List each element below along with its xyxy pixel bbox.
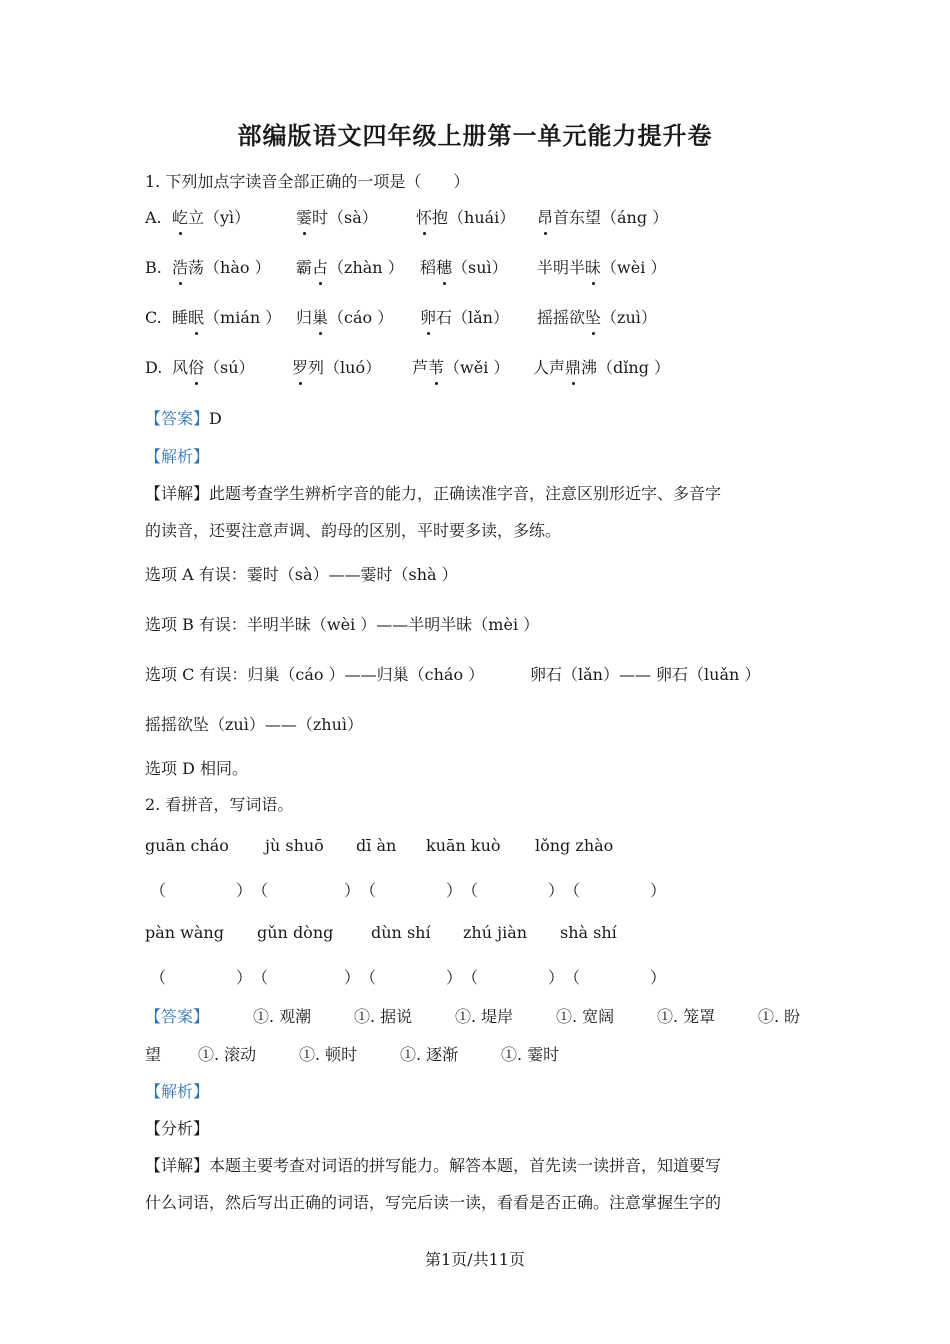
q1-option-b-label: B. [145,258,162,277]
pinyin-item: dùn shí [371,923,431,942]
q1-option-b-item-3: 稻穗（suì） [420,258,508,277]
q1-option-a-item-3: 怀抱（huái） [416,208,516,227]
blank-close: ） [650,968,667,987]
blank-close: ） [236,968,253,987]
answer-item: ①. 堤岸 [455,1007,514,1026]
q1-option-a-item-2: 霎时（sà） [296,208,378,227]
q1-option-d-item-4: 人声鼎沸（dǐng ） [533,358,671,377]
pinyin-item: lǒng zhào [535,836,614,855]
q1-option-d-label: D. [145,358,163,377]
q1-error-c-2: 卵石（lǎn）—— 卵石（luǎn ） [530,665,761,684]
blank-close: ） [344,881,361,900]
q2-detail-line-1: 【详解】本题主要考查对词语的拼写能力。解答本题，首先读一读拼音，知道要写 [145,1156,722,1175]
q1-option-c-label: C. [145,308,162,327]
blank-close: ） [650,881,667,900]
q1-answer: 【答案】D [145,409,222,428]
q1-error-d: 选项 D 相同。 [145,759,249,778]
pinyin-item: kuān kuò [426,836,501,855]
q2-detail-line-2: 什么词语，然后写出正确的词语，写完后读一读，看看是否正确。注意掌握生字的 [145,1193,722,1212]
blank-open: （ [252,881,269,900]
q1-option-c-item-3: 卵石（lǎn） [420,308,509,327]
q1-option-c-item-1: 睡眠（mián ） [172,308,282,327]
q2-answer-tag: 【答案】 [145,1007,210,1026]
answer-item: ①. 顿时 [299,1045,358,1064]
q1-option-a-item-4: 昂首东望（áng ） [537,208,669,227]
q1-error-c-3: 摇摇欲坠（zuì）——（zhuì） [145,715,364,734]
q1-option-a-item-1: 屹立（yì） [172,208,251,227]
answer-item: ①. 据说 [354,1007,413,1026]
blank-close: ） [344,968,361,987]
blank-close: ） [548,968,565,987]
q2-stem: 2. 看拼音，写词语。 [145,795,294,814]
q2-analysis-tag: 【解析】 [145,1082,210,1101]
pinyin-item: guān cháo [145,836,229,855]
blank-open: （ [150,968,167,987]
blank-close: ） [446,968,463,987]
q1-error-a: 选项 A 有误：霎时（sà）——霎时（shà ） [145,565,458,584]
blank-open: （ [564,968,581,987]
blank-open: （ [252,968,269,987]
pinyin-item: jù shuō [265,836,324,855]
answer-tag: 【答案】 [145,409,210,428]
q1-analysis-tag: 【解析】 [145,447,210,466]
page-footer: 第1页/共11页 [425,1250,525,1269]
pinyin-item: shà shí [560,923,617,942]
pinyin-item: gǔn dòng [257,923,334,942]
pinyin-item: dī àn [356,836,397,855]
q1-option-d-item-2: 罗列（luó） [292,358,382,377]
blank-open: （ [360,881,377,900]
q1-detail-line-2: 的读音，还要注意声调、韵母的区别，平时要多读，多练。 [145,521,562,540]
q1-error-c-1: 选项 C 有误：归巢（cáo ）——归巢（cháo ） [145,665,485,684]
q1-detail-line-1: 【详解】此题考查学生辨析字音的能力，正确读准字音，注意区别形近字、多音字 [145,484,722,503]
q1-option-c-item-4: 摇摇欲坠（zuì） [537,308,657,327]
blank-open: （ [462,881,479,900]
answer-item: ①. 宽阔 [556,1007,615,1026]
answer-item: ①. 盼 [758,1007,801,1026]
q1-option-b-item-1: 浩荡（hào ） [172,258,271,277]
q1-option-b-item-4: 半明半昧（wèi ） [537,258,667,277]
q2-fenxi-tag: 【分析】 [145,1119,210,1138]
blank-open: （ [150,881,167,900]
blank-open: （ [564,881,581,900]
answer-item: ①. 观潮 [253,1007,312,1026]
q1-option-c-item-2: 归巢（cáo ） [296,308,394,327]
answer-item: ①. 逐渐 [400,1045,459,1064]
answer-item: ①. 霎时 [501,1045,560,1064]
pinyin-item: zhú jiàn [463,923,528,942]
blank-close: ） [236,881,253,900]
q1-error-b: 选项 B 有误：半明半昧（wèi ）——半明半昧（mèi ） [145,615,540,634]
q1-option-a-label: A. [145,208,162,227]
blank-open: （ [462,968,479,987]
q1-option-d-item-3: 芦苇（wěi ） [412,358,510,377]
blank-open: （ [360,968,377,987]
page-title: 部编版语文四年级上册第一单元能力提升卷 [237,121,713,150]
answer-item: ①. 滚动 [198,1045,257,1064]
q1-stem: 1. 下列加点字读音全部正确的一项是（ ） [145,172,470,191]
answer-item: 望 [145,1045,162,1064]
q1-option-b-item-2: 霸占（zhàn ） [296,258,404,277]
q1-option-d-item-1: 风俗（sú） [172,358,255,377]
blank-close: ） [446,881,463,900]
blank-close: ） [548,881,565,900]
pinyin-item: pàn wàng [145,923,224,942]
answer-item: ①. 笼罩 [657,1007,716,1026]
